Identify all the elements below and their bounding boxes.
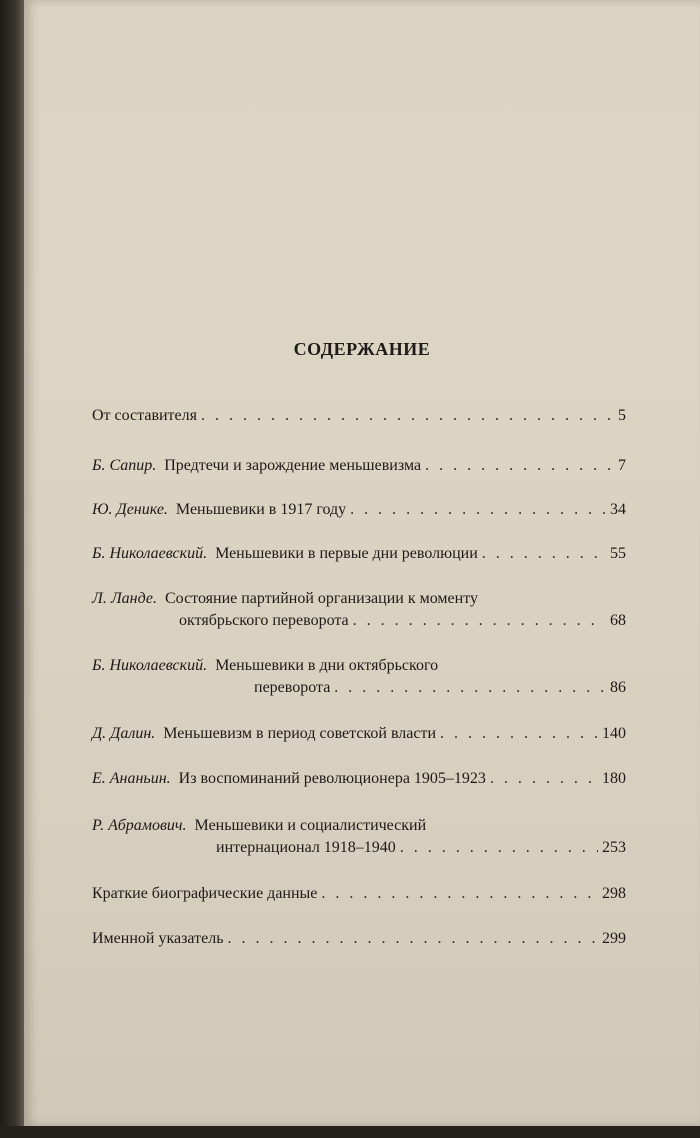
leader-dots bbox=[334, 677, 606, 699]
toc-entry bbox=[92, 768, 626, 790]
toc-page-number: 55 bbox=[610, 545, 626, 562]
toc-page-number: 86 bbox=[610, 679, 626, 696]
toc-line bbox=[92, 499, 626, 521]
toc-entry-title: Из воспоминаний революционера 1905–1923 bbox=[178, 770, 486, 787]
toc-entry-title-continued: интернационал 1918–1940 bbox=[216, 839, 396, 856]
page-bottom-edge bbox=[0, 1126, 700, 1138]
toc-entry bbox=[92, 543, 626, 565]
toc-author: Д. Далин. bbox=[92, 725, 156, 742]
toc-line bbox=[92, 543, 626, 565]
toc-page-number: 140 bbox=[602, 725, 626, 742]
toc-line bbox=[92, 883, 626, 905]
toc-page-number: 180 bbox=[602, 770, 626, 787]
toc-page-number: 7 bbox=[618, 457, 626, 474]
toc-line bbox=[92, 928, 626, 950]
toc-entry-title: Меньшевики в 1917 году bbox=[175, 501, 347, 518]
toc-page-number: 5 bbox=[618, 407, 626, 424]
toc-entry bbox=[92, 405, 626, 427]
toc-entry-title: Меньшевики и социалистический bbox=[194, 817, 427, 834]
toc-entry-title-continued: октябрьского переворота bbox=[179, 612, 349, 629]
leader-dots bbox=[482, 543, 606, 565]
toc-entry bbox=[92, 883, 626, 905]
toc-entry-title: Краткие биографические данные bbox=[92, 885, 318, 902]
toc-entry bbox=[92, 455, 626, 477]
toc-entry-title: Меньшевики в первые дни революции bbox=[215, 545, 478, 562]
toc-entry bbox=[92, 655, 626, 699]
leader-dots bbox=[400, 837, 598, 859]
toc-entry-title: Именной указатель bbox=[92, 930, 224, 947]
toc-entry bbox=[92, 588, 626, 632]
toc-author: Б. Николаевский. bbox=[92, 545, 208, 562]
toc-author: Б. Сапир. bbox=[92, 457, 157, 474]
toc-line bbox=[92, 723, 626, 745]
toc-page-number: 253 bbox=[602, 839, 626, 856]
leader-dots bbox=[321, 883, 598, 905]
toc-author: Б. Николаевский. bbox=[92, 657, 208, 674]
toc-entry-title: Меньшевизм в период советской власти bbox=[163, 725, 437, 742]
toc-entry-title: Предтечи и зарождение меньшевизма bbox=[164, 457, 422, 474]
toc-entry bbox=[92, 499, 626, 521]
toc-line bbox=[92, 405, 626, 427]
leader-dots bbox=[490, 768, 598, 790]
page-title: СОДЕРЖАНИЕ bbox=[293, 339, 431, 359]
toc-entry-title: Состояние партийной организации к моменту bbox=[165, 590, 478, 607]
leader-dots bbox=[201, 405, 614, 427]
toc-entry bbox=[92, 723, 626, 745]
toc-entry bbox=[92, 815, 626, 859]
toc-line bbox=[92, 455, 626, 477]
leader-dots bbox=[350, 499, 606, 521]
toc-line bbox=[92, 610, 626, 632]
leader-dots bbox=[440, 723, 598, 745]
leader-dots bbox=[227, 928, 598, 950]
toc-page-number: 34 bbox=[610, 501, 626, 518]
toc-page-number: 298 bbox=[602, 885, 626, 902]
toc-entry-title-continued: переворота bbox=[254, 679, 331, 696]
toc-author: Е. Ананьин. bbox=[92, 770, 171, 787]
toc-line bbox=[92, 837, 626, 859]
toc-line bbox=[92, 677, 626, 699]
toc-entry bbox=[92, 928, 626, 950]
toc-entry-title: Меньшевики в дни октябрьского bbox=[215, 657, 439, 674]
toc-line bbox=[92, 815, 626, 837]
book-binding-edge bbox=[0, 0, 26, 1138]
toc-line bbox=[92, 655, 626, 677]
toc-entry-title: От составителя bbox=[92, 407, 197, 424]
toc-author: Р. Абрамович. bbox=[92, 817, 187, 834]
toc-page-number: 299 bbox=[602, 930, 626, 947]
leader-dots bbox=[353, 610, 606, 632]
toc-line bbox=[92, 588, 626, 610]
leader-dots bbox=[425, 455, 614, 477]
toc-page-number: 68 bbox=[610, 612, 626, 629]
toc-author: Ю. Денике. bbox=[92, 501, 168, 518]
toc-author: Л. Ланде. bbox=[92, 590, 157, 607]
toc-line bbox=[92, 768, 626, 790]
